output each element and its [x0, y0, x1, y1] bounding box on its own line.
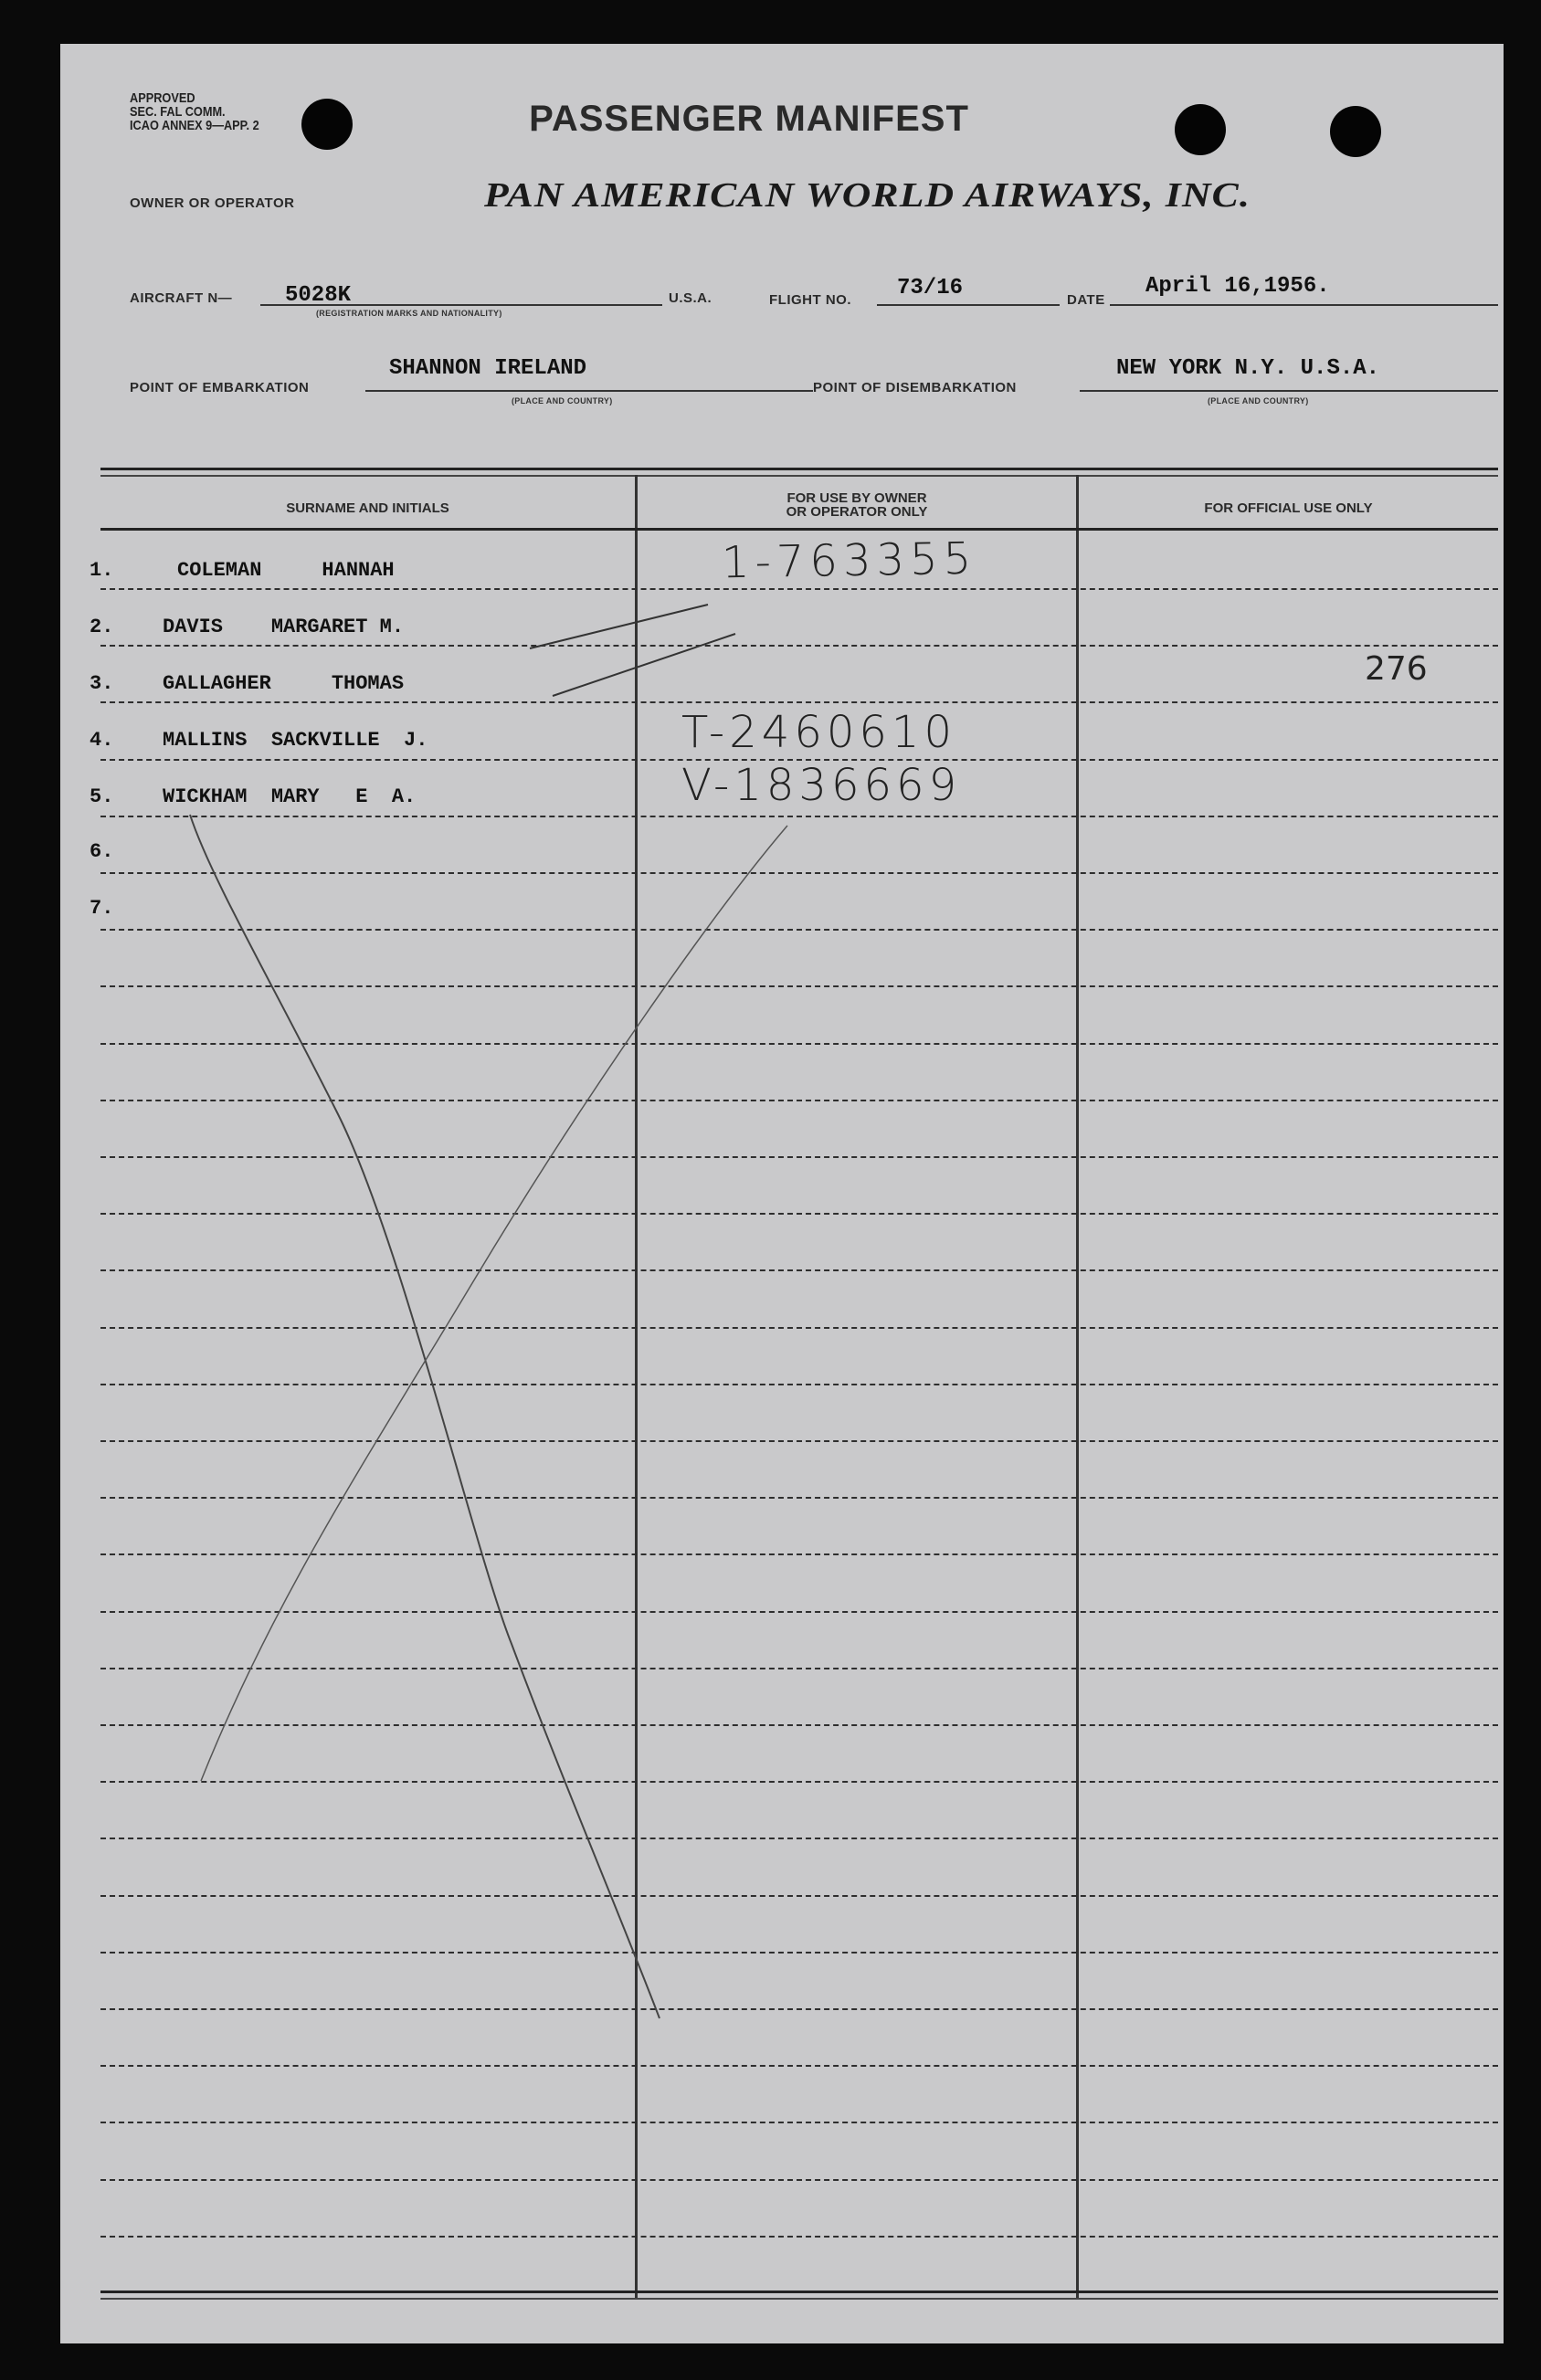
aircraft-label: AIRCRAFT N— — [130, 290, 233, 306]
strike-mark-2 — [553, 634, 735, 696]
table-bottom-rule — [100, 2290, 1498, 2293]
row-number: 6. — [90, 840, 114, 863]
approval-line-2: SEC. FAL COMM. — [130, 104, 226, 120]
row-number: 5. — [90, 785, 114, 808]
owner-note: 1-763355 — [721, 532, 977, 589]
embark-value: SHANNON IRELAND — [389, 356, 587, 381]
embark-label: POINT OF EMBARKATION — [130, 380, 310, 395]
passenger-name: WICKHAM MARY E A. — [163, 785, 417, 808]
passenger-name: GALLAGHER THOMAS — [163, 672, 405, 695]
flight-label: FLIGHT NO. — [769, 292, 851, 308]
owner-note: T-2460610 — [681, 707, 957, 758]
owner-note: V-1836669 — [681, 760, 962, 811]
table-bottom-rule-2 — [100, 2298, 1498, 2300]
disembark-sublabel: (PLACE AND COUNTRY) — [1208, 396, 1309, 405]
strike-mark-1 — [530, 605, 708, 648]
disembark-label: POINT OF DISEMBARKATION — [813, 380, 1017, 395]
disembark-value: NEW YORK N.Y. U.S.A. — [1116, 356, 1380, 381]
flight-value: 73/16 — [897, 276, 964, 300]
passenger-name: DAVIS MARGARET M. — [163, 616, 405, 638]
embark-sublabel: (PLACE AND COUNTRY) — [512, 396, 613, 405]
approval-line-3: ICAO ANNEX 9—APP. 2 — [130, 118, 259, 133]
approval-line-1: APPROVED — [130, 90, 195, 106]
row-number: 3. — [90, 672, 114, 695]
cancel-x-stroke-2 — [201, 826, 787, 1781]
aircraft-value: 5028K — [285, 283, 352, 308]
header-owner-line-1: FOR USE BY OWNER — [786, 490, 927, 506]
date-label: DATE — [1067, 292, 1105, 308]
row-number: 2. — [90, 616, 114, 638]
company-name: PAN AMERICAN WORLD AIRWAYS, INC. — [484, 176, 1251, 215]
date-value: April 16,1956. — [1145, 274, 1330, 299]
header-surname: SURNAME AND INITIALS — [286, 500, 449, 516]
passenger-name: MALLINS SACKVILLE J. — [163, 729, 428, 752]
passenger-name: COLEMAN HANNAH — [177, 559, 395, 582]
aircraft-sublabel: (REGISTRATION MARKS AND NATIONALITY) — [316, 309, 502, 318]
header-official: FOR OFFICIAL USE ONLY — [1204, 500, 1373, 516]
official-note: 276 — [1365, 650, 1428, 688]
row-number: 1. — [90, 559, 114, 582]
row-number: 4. — [90, 729, 114, 752]
cancel-x-stroke-1 — [190, 815, 660, 2018]
header-owner-line-2: OR OPERATOR ONLY — [786, 504, 928, 520]
row-number: 7. — [90, 897, 114, 920]
owner-label: OWNER OR OPERATOR — [130, 195, 295, 211]
form-title: PASSENGER MANIFEST — [529, 99, 969, 139]
usa-label: U.S.A. — [669, 290, 712, 306]
